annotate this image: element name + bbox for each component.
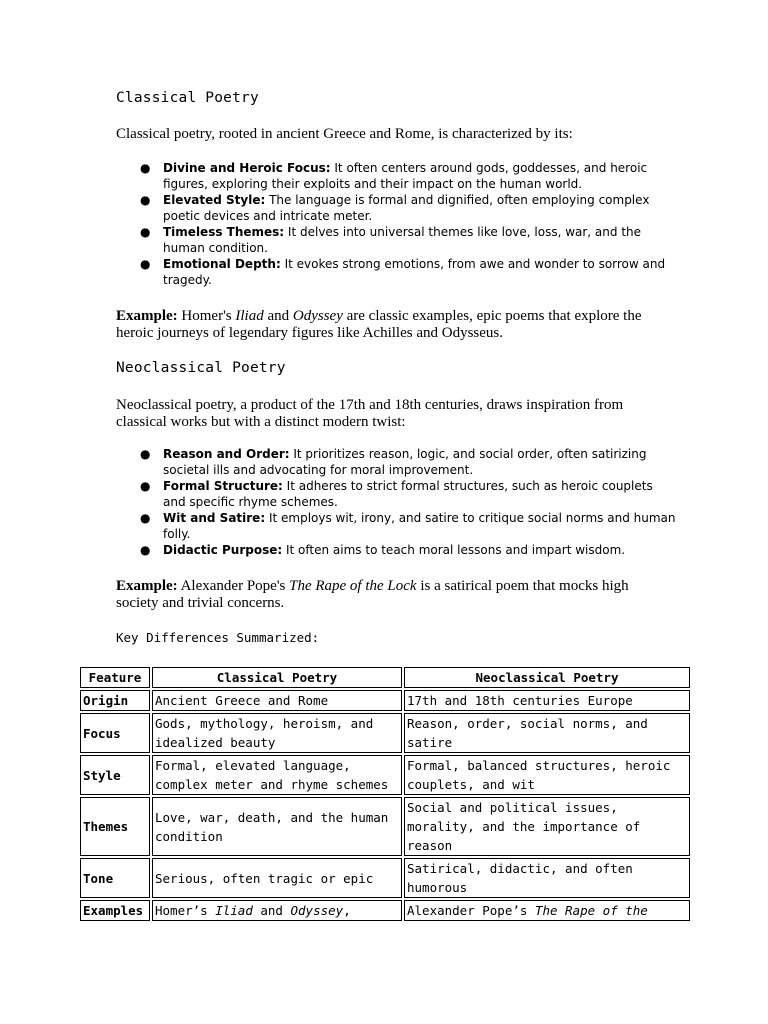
table-cell-feature: Origin [80, 690, 150, 711]
bullet-icon: ● [140, 161, 151, 175]
classical-intro: Classical poetry, rooted in ancient Greece and Rome, is characterized by its: [116, 126, 573, 142]
list-item-term: Reason and Order: [163, 447, 290, 461]
example-label: Example: [116, 578, 178, 594]
list-item [116, 446, 676, 478]
cell-text: and [252, 903, 291, 918]
classical-example [116, 308, 656, 342]
list-item [116, 224, 676, 256]
table-row [80, 900, 690, 921]
example-label: Example: [116, 308, 178, 324]
table-header-feature: Feature [80, 667, 150, 688]
table-cell-feature: Style [80, 755, 150, 795]
cell-work: Iliad [215, 903, 253, 918]
list-item-text: It evokes strong emotions, from awe and wonder to sorrow and tragedy. [163, 257, 666, 287]
table-cell-neoclassical: Formal, balanced structures, heroic couplets, and wit [404, 755, 690, 795]
table-cell-classical: Ancient Greece and Rome [152, 690, 402, 711]
neoclassical-list [116, 446, 676, 558]
list-item-term: Emotional Depth: [163, 257, 281, 271]
example-work: The Rape of the Lock [289, 578, 417, 594]
table-cell-classical [152, 900, 402, 921]
bullet-icon: ● [140, 225, 151, 239]
cell-text: Alexander Pope’s [407, 903, 535, 918]
table-cell-neoclassical: 17th and 18th centuries Europe [404, 690, 690, 711]
table-header-classical: Classical Poetry [152, 667, 402, 688]
example-text: Alexander Pope's [177, 578, 290, 594]
bullet-icon: ● [140, 447, 151, 461]
list-item-term: Timeless Themes: [163, 225, 285, 239]
table-cell-classical: Love, war, death, and the human condition [152, 797, 402, 856]
table-cell-neoclassical [404, 900, 690, 921]
list-item-text: It employs wit, irony, and satire to critique social norms and human folly. [163, 511, 676, 541]
table-cell-classical: Serious, often tragic or epic [152, 858, 402, 898]
bullet-icon: ● [140, 479, 151, 493]
list-item-text: It often centers around gods, goddesses, and heroic figures, exploring their exploits and their impact on the human world. [163, 161, 648, 191]
table-row [80, 690, 690, 711]
list-item-text: It prioritizes reason, logic, and social order, often satirizing societal ills and advocating for moral improvement. [163, 447, 647, 477]
table-header-neoclassical: Neoclassical Poetry [404, 667, 690, 688]
neoclassical-example [116, 578, 656, 612]
table-cell-feature: Focus [80, 713, 150, 753]
list-item-term: Formal Structure: [163, 479, 283, 493]
list-item-term: Wit and Satire: [163, 511, 266, 525]
table-cell-neoclassical: Satirical, didactic, and often humorous [404, 858, 690, 898]
table-cell-classical: Formal, elevated language, complex meter and rhyme schemes [152, 755, 402, 795]
list-item-text: The language is formal and dignified, often employing complex poetic devices and intricate meter. [163, 193, 650, 223]
table-cell-neoclassical: Reason, order, social norms, and satire [404, 713, 690, 753]
table-cell-feature: Examples [80, 900, 150, 921]
cell-text: Homer’s [155, 903, 216, 918]
table-cell-neoclassical: Social and political issues, morality, and the importance of reason [404, 797, 690, 856]
bullet-icon: ● [140, 193, 151, 207]
bullet-icon: ● [140, 257, 151, 271]
table-header-row [80, 667, 690, 688]
example-text: and [263, 308, 293, 324]
example-work: Odyssey [292, 308, 343, 324]
cell-work: The Rape of the [534, 903, 648, 918]
bullet-icon: ● [140, 511, 151, 525]
list-item [116, 160, 676, 192]
list-item-text: It delves into universal themes like love, loss, war, and the human condition. [163, 225, 642, 255]
example-text: Homer's [177, 308, 236, 324]
example-text: is a satirical poem that mocks high society and trivial concerns. [116, 578, 629, 611]
example-work: Iliad [235, 308, 264, 324]
classical-heading: Classical Poetry [116, 90, 259, 106]
bullet-icon: ● [140, 543, 151, 557]
table-row [80, 797, 690, 856]
list-item-term: Elevated Style: [163, 193, 266, 207]
list-item [116, 510, 676, 542]
neoclassical-intro: Neoclassical poetry, a product of the 17th and 18th centuries, draws inspiration from classical works but with a distinct modern twist: [116, 397, 624, 430]
table-cell-feature: Tone [80, 858, 150, 898]
cell-text: , [343, 903, 351, 918]
list-item-text: It adheres to strict formal structures, such as heroic couplets and specific rhyme schemes. [163, 479, 653, 509]
list-item [116, 542, 676, 558]
list-item [116, 256, 676, 288]
table-cell-feature: Themes [80, 797, 150, 856]
cell-work: Odyssey [290, 903, 344, 918]
table-cell-classical: Gods, mythology, heroism, and idealized beauty [152, 713, 402, 753]
list-item-term: Didactic Purpose: [163, 543, 283, 557]
list-item-text: It often aims to teach moral lessons and impart wisdom. [282, 543, 626, 557]
table-row [80, 755, 690, 795]
example-text: are classic examples, epic poems that explore the heroic journeys of legendary figures like Achilles and Odysseus. [116, 308, 642, 341]
table-row [80, 713, 690, 753]
classical-list [116, 160, 676, 288]
table-row [80, 858, 690, 898]
list-item [116, 478, 676, 510]
comparison-table [78, 665, 692, 923]
list-item [116, 192, 676, 224]
list-item-term: Divine and Heroic Focus: [163, 161, 331, 175]
summary-title: Key Differences Summarized: [116, 630, 320, 645]
neoclassical-heading: Neoclassical Poetry [116, 360, 286, 376]
